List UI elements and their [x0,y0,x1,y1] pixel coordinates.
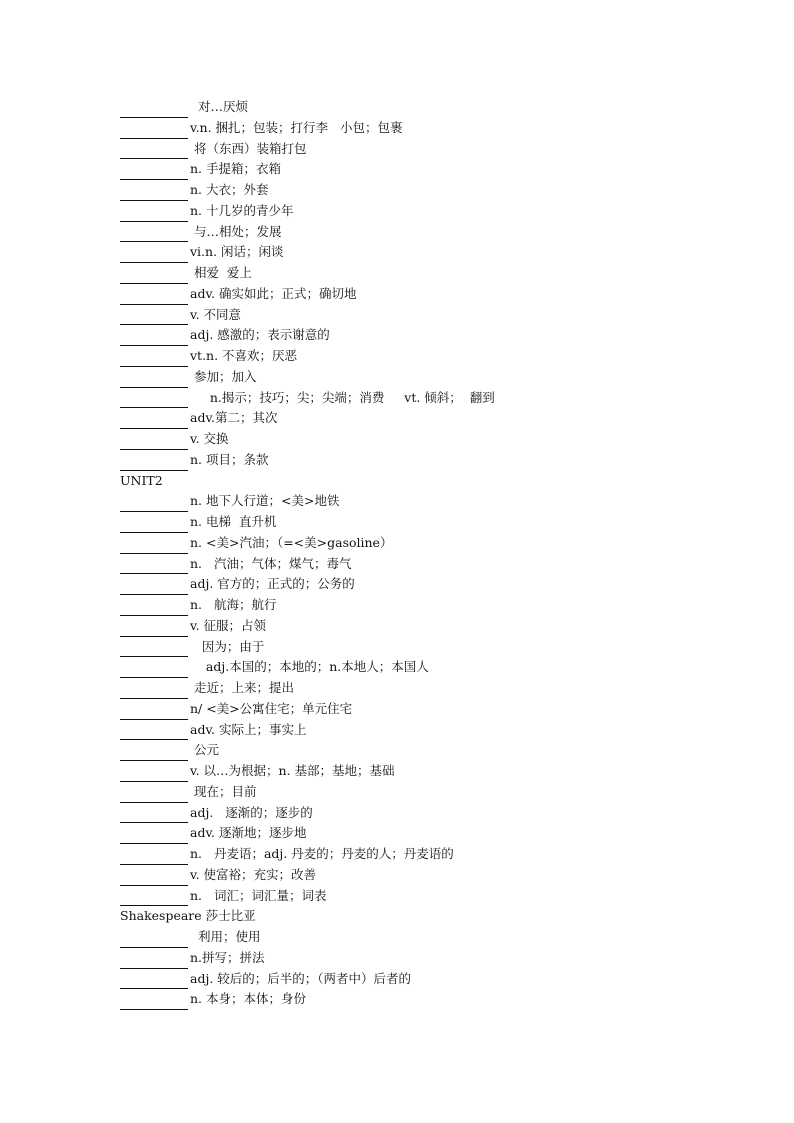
vocab-definition: 现在；目前 [190,783,257,799]
vocab-definition: n.揭示；技巧；尖；尖端；消费 vt. 倾斜； 翻到 [190,389,495,405]
vocab-definition: n. 电梯 直升机 [190,514,277,529]
vocab-entry [120,263,780,284]
vocab-entry [120,989,780,1010]
vocab-entry [120,803,780,824]
vocab-entry [120,823,780,844]
vocab-definition: 与…相处；发展 [190,223,282,239]
vocab-definition: n. <美>汽油；（=<美>gasoline） [190,534,393,550]
vocab-definition: 将（东西）装箱打包 [190,140,307,156]
answer-blank [120,103,188,118]
answer-blank [120,954,188,969]
vocab-entry [120,242,780,263]
answer-blank [120,290,188,305]
vocab-definition: n. 航海；航行 [190,597,277,612]
answer-blank [120,891,188,906]
vocab-definition: n. 丹麦语；adj. 丹麦的；丹麦的人；丹麦语的 [190,846,454,861]
answer-blank [120,808,188,823]
vocab-definition: n. 汽油；气体；煤气；毒气 [190,555,352,571]
answer-blank [120,622,188,637]
vocab-definition: v. 以…为根据；n. 基部；基地；基础 [190,763,395,778]
answer-blank [120,933,188,948]
vocab-definition: adj.本国的；本地的；n.本地人；本国人 [190,659,429,675]
vocab-definition: adv. 实际上；事实上 [190,721,307,737]
answer-blank [120,539,188,554]
vocab-entry [120,201,780,222]
vocab-definition: v. 不同意 [190,306,242,322]
answer-blank [120,767,188,782]
answer-blank [120,580,188,595]
answer-blank [120,788,188,803]
answer-blank [120,746,188,761]
answer-blank [120,497,188,512]
vocab-entry [120,720,780,741]
vocab-definition: adv. 逐渐地；逐步地 [190,825,307,841]
answer-blank [120,248,188,263]
vocab-definition: v. 交换 [190,431,229,446]
answer-blank [120,663,188,678]
vocab-entry [120,574,780,595]
vocab-entry [120,512,780,533]
vocab-entry [120,657,780,678]
answer-blank [120,414,188,429]
vocab-definition: n. 大衣；外套 [190,182,269,197]
vocab-entry [120,408,780,429]
vocab-entry [120,222,780,243]
vocab-definition: adv. 确实如此；正式；确切地 [190,285,357,301]
vocab-entry [120,159,780,180]
vocab-entry [120,491,780,512]
vocab-definition: 因为；由于 [190,638,265,654]
section-heading [120,906,780,927]
answer-blank [120,518,188,533]
vocab-definition: 对…厌烦 [190,99,248,114]
answer-blank [120,186,188,201]
answer-blank [120,705,188,720]
answer-blank [120,124,188,139]
section-heading-text: UNIT2 [120,472,163,488]
section-heading-text: Shakespeare 莎士比亚 [120,908,256,924]
vocab-definition: adj. 逐渐的；逐步的 [190,804,313,820]
answer-blank [120,331,188,346]
vocab-entry [120,678,780,699]
vocab-definition: vt.n. 不喜欢；厌恶 [190,348,298,363]
answer-blank [120,373,188,388]
vocab-definition: n. 手提箱；衣箱 [190,161,281,177]
vocab-definition: adj. 官方的；正式的；公务的 [190,576,355,592]
vocab-entry [120,450,780,471]
answer-blank [120,393,188,408]
answer-blank [120,227,188,242]
vocab-definition: n. 本身；本体；身份 [190,991,306,1007]
vocab-entry [120,367,780,388]
vocab-entry [120,346,780,367]
vocab-entry [120,740,780,761]
vocab-entry [120,865,780,886]
vocab-entry [120,969,780,990]
answer-blank [120,310,188,325]
vocab-entry [120,388,780,409]
answer-blank [120,974,188,989]
answer-blank [120,601,188,616]
answer-blank [120,871,188,886]
answer-blank [120,144,188,159]
vocab-entry [120,554,780,575]
vocab-definition: adj. 较后的；后半的；（两者中）后者的 [190,970,412,986]
vocab-entry [120,97,780,118]
answer-blank [120,684,188,699]
answer-blank [120,352,188,367]
vocab-definition: v. 使富裕；充实；改善 [190,866,317,882]
vocab-entry [120,699,780,720]
vocab-entry [120,844,780,865]
vocab-definition: n.拼写；拼法 [190,949,265,965]
answer-blank [120,829,188,844]
answer-blank [120,559,188,574]
vocab-definition: n. 词汇；词汇量；词表 [190,887,327,903]
vocab-entry [120,595,780,616]
vocab-entry [120,782,780,803]
vocab-entry [120,927,780,948]
vocab-entry [120,616,780,637]
vocab-definition: vi.n. 闲话；闲谈 [190,244,284,260]
vocab-definition: n. 地下人行道；<美>地铁 [190,493,340,509]
vocab-definition: 公元 [190,742,219,758]
answer-blank [120,165,188,180]
vocab-definition: adv.第二；其次 [190,410,278,426]
answer-blank [120,456,188,471]
vocab-entry [120,637,780,658]
vocab-definition: n/ <美>公寓住宅；单元住宅 [190,700,353,716]
answer-blank [120,995,188,1010]
vocab-definition: v.n. 捆扎；包装；打行李 小包；包裹 [190,119,403,135]
vocab-entry [120,284,780,305]
vocab-definition: adj. 感激的；表示谢意的 [190,327,330,343]
vocab-entry [120,761,780,782]
vocab-definition: 利用；使用 [190,929,261,944]
vocab-entry [120,948,780,969]
section-heading [120,471,780,492]
vocab-entry [120,118,780,139]
answer-blank [120,725,188,740]
vocabulary-list [120,97,780,1010]
vocab-definition: v. 征服；占领 [190,617,267,633]
vocab-definition: 相爱 爱上 [190,265,252,280]
vocab-entry [120,886,780,907]
vocab-entry [120,533,780,554]
answer-blank [120,642,188,657]
vocab-entry [120,305,780,326]
vocab-definition: 参加；加入 [190,368,257,384]
answer-blank [120,207,188,222]
vocab-entry [120,325,780,346]
vocab-definition: n. 十几岁的青少年 [190,202,294,218]
vocab-entry [120,180,780,201]
vocab-definition: 走近；上来；提出 [190,680,294,695]
vocab-definition: n. 项目；条款 [190,451,269,467]
answer-blank [120,435,188,450]
answer-blank [120,269,188,284]
vocab-entry [120,139,780,160]
answer-blank [120,850,188,865]
vocab-entry [120,429,780,450]
